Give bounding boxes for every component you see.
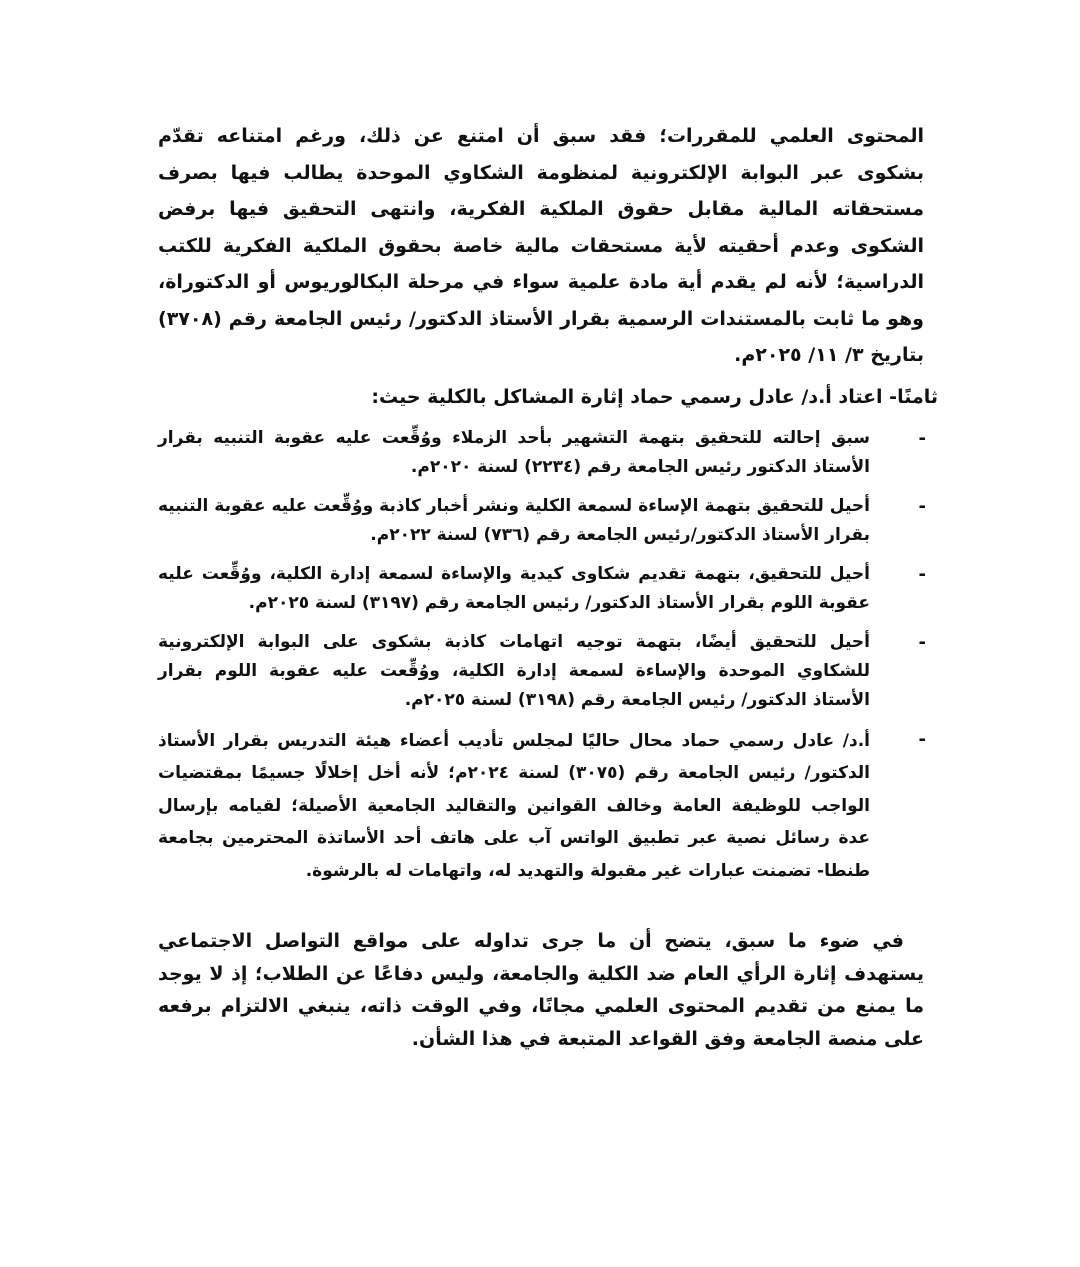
list-item [158,492,924,550]
bullet-dash-icon: - [918,563,926,585]
bullet-dash-icon: - [918,427,926,449]
list-item-text: أ.د/ عادل رسمي حماد محال حاليًا لمجلس تأديب أعضاء هيئة التدريس بقرار الأستاذ الدكتور/ رئيس الجامعة رقم (٣٠٧٥) لسنة ٢٠٢٤م؛ لأنه أخل إخلالًا جسيمًا بمقتضيات الواجب للوظيفة العامة وخالف القوانين والتقاليد الجامعية الأصيلة؛ لقيامه بإرسال عدة رسائل نصية عبر تطبيق الواتس آب على هاتف أحد الأساتذة المحترمين بجامعة طنطا- تضمنت عبارات غير مقبولة والتهديد له، واتهامات له بالرشوة. [158,730,871,881]
list-item-text: أحيل للتحقيق بتهمة الإساءة لسمعة الكلية ونشر أخبار كاذبة ووُقِّعت عليه عقوبة التنبيه بقرار الأستاذ الدكتور/رئيس الجامعة رقم (٧٣٦) لسنة ٢٠٢٢م. [158,495,870,545]
bullet-dash-icon: - [918,631,926,653]
list-item [158,628,924,715]
bullet-dash-icon: - [918,728,926,750]
list-item-text: أحيل للتحقيق أيضًا، بتهمة توجيه اتهامات كاذبة بشكوى على البوابة الإلكترونية للشكاوي الموحدة والإساءة لسمعة إدارة الكلية، ووُقِّعت عليه عقوبة اللوم بقرار الأستاذ الدكتور/ رئيس الجامعة رقم (٣١٩٨) لسنة ٢٠٢٥م. [158,631,870,710]
bullet-dash-icon: - [918,495,926,517]
list-item [158,725,924,888]
list-item [158,424,924,482]
violations-list [158,424,924,888]
section-heading: ثامنًا- اعتاد أ.د/ عادل رسمي حماد إثارة المشاكل بالكلية حيث: [371,385,938,408]
document-page [158,118,938,1055]
list-item-text: أحيل للتحقيق، بتهمة تقديم شكاوى كيدية والإساءة لسمعة إدارة الكلية، ووُقِّعت عليه عقوبة اللوم بقرار الأستاذ الدكتور/ رئيس الجامعة رقم (٣١٩٧) لسنة ٢٠٢٥م. [158,563,870,613]
list-item-text: سبق إحالته للتحقيق بتهمة التشهير بأحد الزملاء ووُقِّعت عليه عقوبة التنبيه بقرار الأستاذ الدكتور رئيس الجامعة رقم (٢٢٣٤) لسنة ٢٠٢٠م. [158,427,870,477]
closing-paragraph: في ضوء ما سبق، يتضح أن ما جرى تداوله على مواقع التواصل الاجتماعي يستهدف إثارة الرأي العام ضد الكلية والجامعة، وليس دفاعًا عن الطلاب؛ إذ لا يوجد ما يمنع من تقديم المحتوى العلمي مجانًا، وفي الوقت ذاته، ينبغي الالتزام برفعه على منصة الجامعة وفق القواعد المتبعة في هذا الشأن. [158,930,924,1050]
list-item [158,560,924,618]
intro-paragraph: المحتوى العلمي للمقررات؛ فقد سبق أن امتنع عن ذلك، ورغم امتناعه تقدّم بشكوى عبر البوابة الإلكترونية لمنظومة الشكاوي الموحدة يطالب فيها بصرف مستحقاته المالية مقابل حقوق الملكية الفكرية، وانتهى التحقيق فيها برفض الشكوى وعدم أحقيته لأية مستحقات مالية خاصة بحقوق الملكية الفكرية للكتب الدراسية؛ لأنه لم يقدم أية مادة علمية سواء في مرحلة البكالوريوس أو الدكتوراة، وهو ما ثابت بالمستندات الرسمية بقرار الأستاذ الدكتور/ رئيس الجامعة رقم (٣٧٠٨) بتاريخ ٣/ ١١/ ٢٠٢٥م. [158,125,924,366]
